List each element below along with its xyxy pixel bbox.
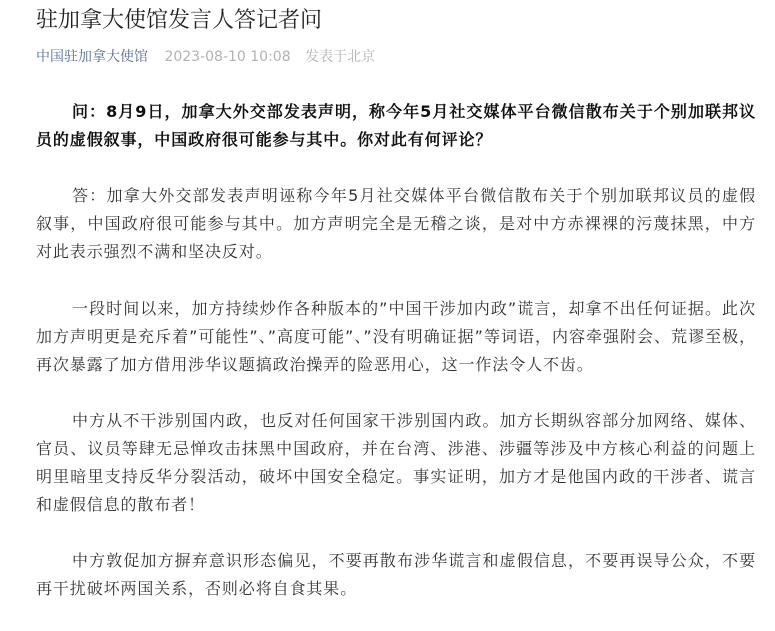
publish-location: 发表于北京 bbox=[305, 49, 376, 65]
answer-paragraph: 答：加拿大外交部发表声明诬称今年5月社交媒体平台微信散布关于个别加联邦议员的虚假叙事，中国政府很可能参与其中。加方声明完全是无稽之谈，是对中方赤裸裸的污蔑抹黑，中方对此表示强烈不满和坚决反对。 bbox=[36, 186, 756, 261]
body-paragraph: 一段时间以来，加方持续炒作各种版本的”中国干涉加内政”谎言，却拿不出任何证据。此次加方声明更是充斥着”可能性”、”高度可能”、”没有明确证据”等词语，内容牵强附会、荒谬至极，再次暴露了加方借用涉华议题搞政治操弄的险恶用心，这一作法令人不齿。 bbox=[36, 299, 756, 374]
article-meta bbox=[36, 47, 375, 67]
body-paragraph: 中方敦促加方摒弃意识形态偏见，不要再散布涉华谎言和虚假信息，不要再误导公众，不要再干扰破坏两国关系，否则必将自食其果。 bbox=[36, 551, 756, 598]
article-title: 驻加拿大使馆发言人答记者问 bbox=[36, 8, 323, 33]
account-name-link[interactable]: 中国驻加拿大使馆 bbox=[36, 49, 148, 65]
body-paragraph: 中方从不干涉别国内政，也反对任何国家干涉别国内政。加方长期纵容部分加网络、媒体、官员、议员等肆无忌惮攻击抹黑中国政府，并在台湾、涉港、涉疆等涉及中方核心利益的问题上明里暗里支持反华分裂活动，破坏中国安全稳定。事实证明，加方才是他国内政的干涉者、谎言和虚假信息的散布者！ bbox=[36, 411, 756, 514]
publish-datetime: 2023-08-10 10:08 bbox=[164, 49, 291, 65]
question-paragraph: 问：8月9日，加拿大外交部发表声明，称今年5月社交媒体平台微信散布关于个别加联邦议员的虚假叙事，中国政府很可能参与其中。你对此有何评论？ bbox=[36, 102, 756, 149]
article-body bbox=[36, 98, 756, 631]
